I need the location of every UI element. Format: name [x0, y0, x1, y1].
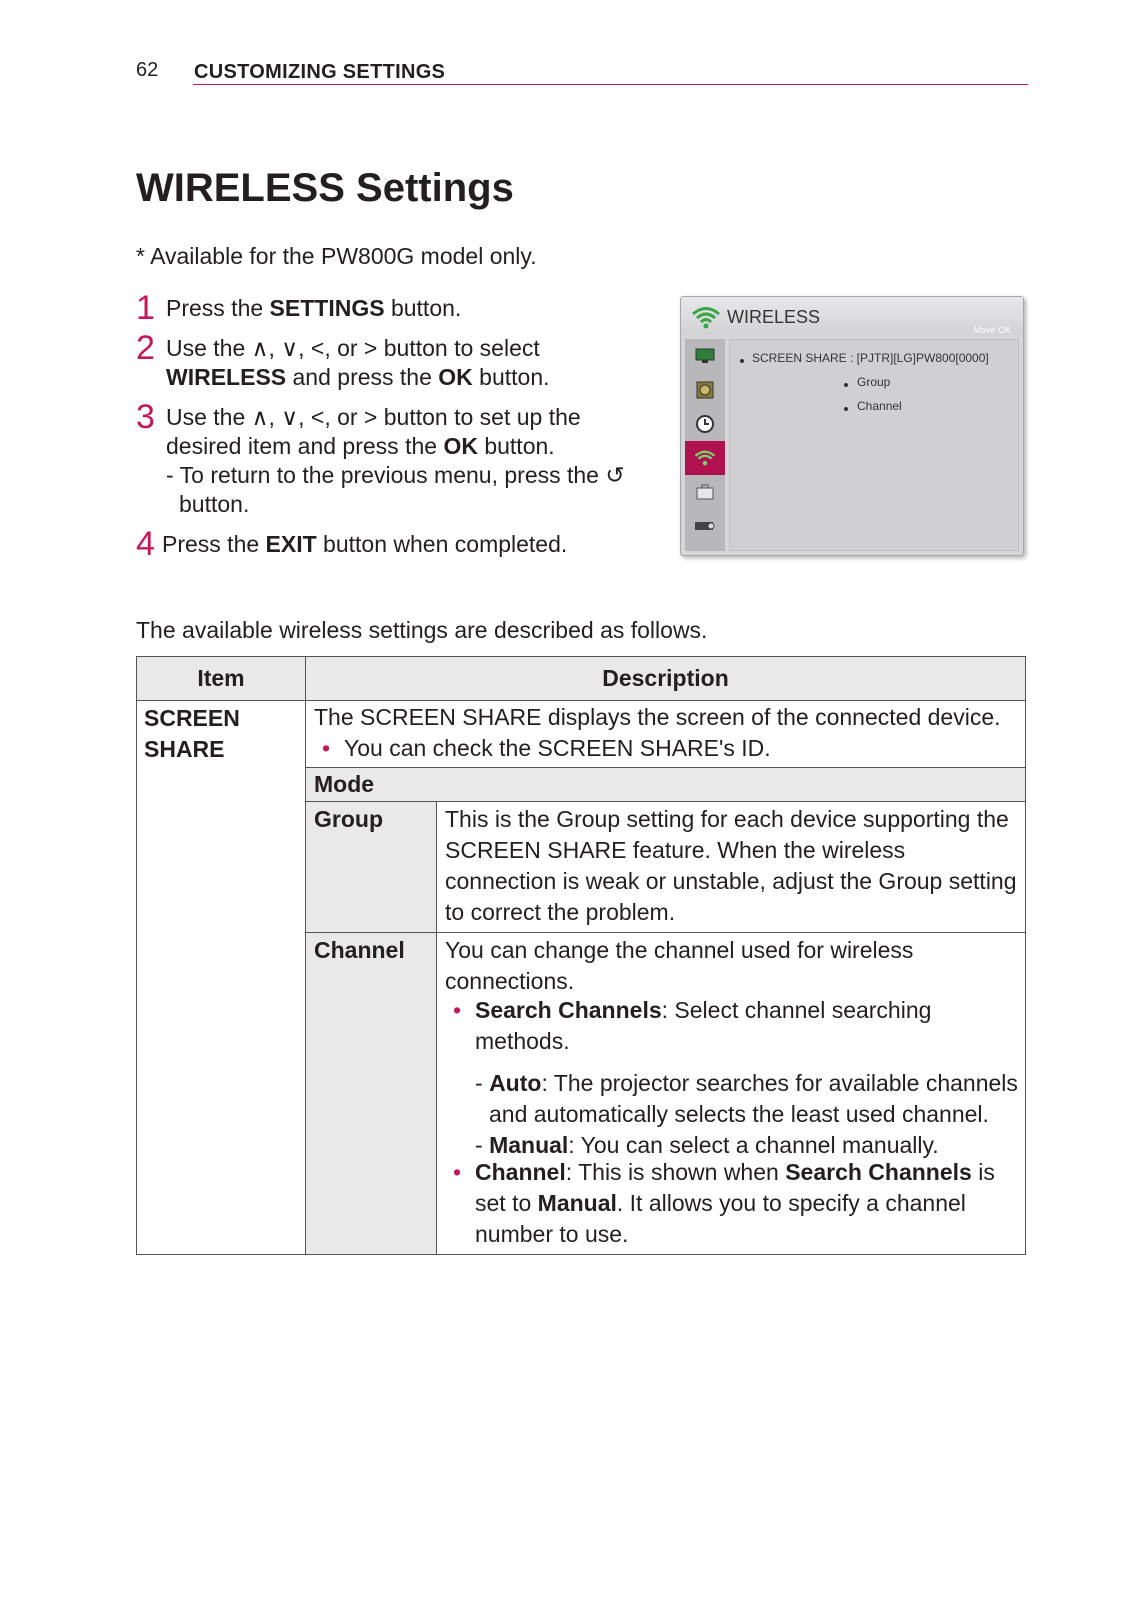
sound-icon[interactable]: [685, 373, 725, 407]
projector-icon[interactable]: [685, 509, 725, 543]
menu-title: WIRELESS: [727, 307, 821, 327]
step-2: 2 Use the ∧, ∨, <, or > button to select WIRELESS and press the OK button.: [136, 329, 550, 390]
list-item: • Channel: This is shown when Search Channels is set to Manual. It allows you to specify a channel number to use.: [445, 1157, 1019, 1250]
step-3-subnote: - To return to the previous menu, press the ↺ button.: [166, 462, 625, 517]
screen-share-value: : [PJTR][LG]PW800[0000]: [850, 351, 989, 365]
step-3: 3 Use the ∧, ∨, <, or > button to set up the desired item and press the OK button. - To return to the previous menu, press the ↺ button.: [136, 403, 656, 519]
menu-header: [681, 297, 1023, 335]
channel-description: You can change the channel used for wireless connections. • Search Channels: Select channel searching methods. - Auto: The projector searches for available channels and automatically selects the least used channel. - Manual: You can select a channel manually. • Channel: This is shown when Search Channels is set to Manual. It allows you to specify a channel number to use.: [437, 933, 1026, 1255]
clock-icon[interactable]: [685, 407, 725, 441]
group-label: Group: [306, 802, 437, 933]
list-item: - Manual: You can select a channel manually.: [475, 1132, 939, 1158]
page-number: 62: [136, 59, 159, 81]
bullet-dot: [844, 383, 848, 387]
screen-share-label[interactable]: SCREEN SHARE: [752, 351, 847, 365]
header-rule: [193, 84, 1028, 85]
table-intro: The available wireless settings are described as follows.: [136, 617, 708, 643]
step-number: 2: [136, 329, 155, 367]
page-title: WIRELESS Settings: [136, 166, 514, 210]
step-1: 1 Press the SETTINGS button.: [136, 289, 462, 327]
list-item: • Search Channels: Select channel searching methods.: [445, 995, 1019, 1057]
group-option[interactable]: Group: [857, 375, 891, 389]
channel-label: Channel: [306, 933, 437, 1255]
bullet-dot: [740, 359, 744, 363]
group-description: This is the Group setting for each device supporting the SCREEN SHARE feature. When the wireless connection is weak or unstable, adjust the Group setting to correct the problem.: [437, 802, 1026, 933]
col-item-header: Item: [137, 657, 306, 701]
item-name: SCREEN SHARE: [137, 701, 306, 1255]
menu-panel: [729, 339, 1019, 551]
mode-label: Mode: [306, 768, 1026, 802]
step-number: 1: [136, 289, 155, 327]
table-header-row: [137, 657, 1026, 701]
wireless-menu-screenshot: [680, 296, 1024, 556]
list-item: - Auto: The projector searches for available channels and automatically selects the least used channel.: [475, 1070, 1018, 1127]
list-item: • You can check the SCREEN SHARE's ID.: [314, 733, 1017, 764]
col-desc-header: Description: [306, 657, 1026, 701]
nav-hint: Move OK: [973, 325, 1011, 335]
table-row: [137, 701, 1026, 768]
bullet-dot: [844, 407, 848, 411]
steps-list: [136, 289, 656, 570]
lock-icon[interactable]: [685, 475, 725, 509]
page-header: [136, 56, 1028, 84]
settings-table: [136, 656, 1026, 1255]
wireless-icon[interactable]: [685, 441, 725, 475]
menu-sidebar: [685, 339, 725, 551]
wifi-icon: [691, 305, 721, 329]
step-number: 4: [136, 525, 155, 563]
step-4: 4 Press the EXIT button when completed.: [136, 525, 568, 563]
picture-icon[interactable]: [685, 339, 725, 373]
step-number: 3: [136, 398, 155, 436]
model-note: * Available for the PW800G model only.: [136, 243, 537, 269]
section-title: CUSTOMIZING SETTINGS: [194, 61, 446, 83]
item-description: The SCREEN SHARE displays the screen of the connected device. • You can check the SCREEN SHARE's ID.: [306, 701, 1026, 768]
channel-option[interactable]: Channel: [857, 399, 902, 413]
